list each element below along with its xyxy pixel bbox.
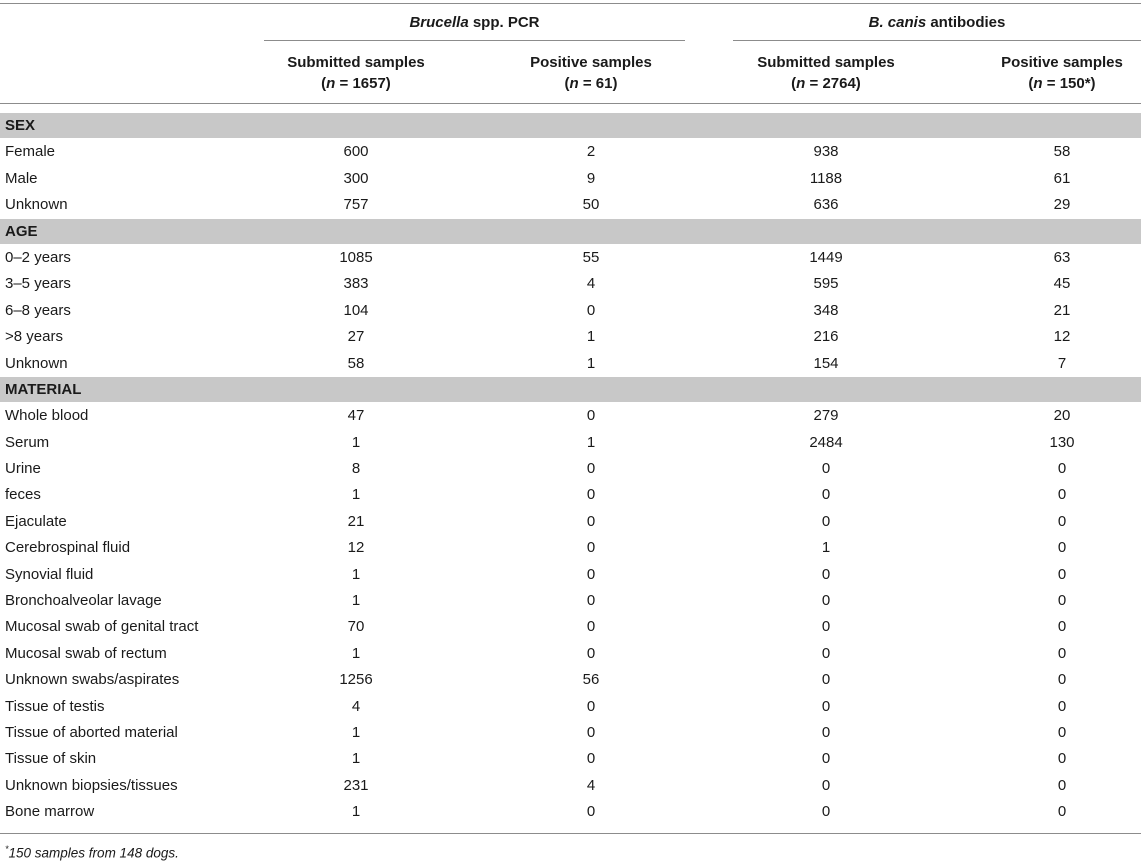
table-cell: 1 [351, 803, 361, 821]
column-header: Positive samples (n = 150*) [1001, 54, 1123, 92]
row-label: Urine [5, 460, 41, 478]
table-cell: 50 [582, 196, 600, 214]
table-row [0, 245, 1141, 271]
table-cell: 0 [586, 407, 596, 425]
table-row [0, 509, 1141, 535]
table-row [0, 641, 1141, 667]
table-row [0, 562, 1141, 588]
group-underline-pcr [264, 40, 685, 41]
table-top-rule [0, 3, 1141, 4]
row-label: Female [5, 143, 56, 161]
table-cell: 58 [347, 354, 365, 372]
table-row [0, 351, 1141, 377]
table-cell: 216 [813, 328, 839, 346]
table-row [0, 588, 1141, 614]
table-row [0, 456, 1141, 482]
column-header: Positive samples (n = 61) [530, 54, 652, 92]
table-cell: 1 [586, 433, 596, 451]
table-cell: 58 [1053, 143, 1071, 161]
table-cell: 938 [813, 143, 839, 161]
table-cell: 1 [586, 328, 596, 346]
table-cell: 0 [586, 301, 596, 319]
row-label: Bronchoalveolar lavage [5, 592, 162, 610]
table-row [0, 139, 1141, 165]
section-label: MATERIAL [5, 380, 82, 398]
row-label: Ejaculate [5, 512, 67, 530]
table-cell: 61 [1053, 169, 1071, 187]
table-cell: 1 [351, 592, 361, 610]
table-cell: 0 [821, 592, 831, 610]
table-row [0, 271, 1141, 297]
table-cell: 7 [1057, 354, 1067, 372]
row-label: Tissue of aborted material [5, 723, 178, 741]
table-cell: 0 [821, 697, 831, 715]
table-cell: 0 [821, 723, 831, 741]
row-label: Unknown biopsies/tissues [5, 776, 178, 794]
table-cell: 70 [347, 618, 365, 636]
table-cell: 12 [347, 539, 365, 557]
table-cell: 2484 [809, 433, 843, 451]
table-row [0, 667, 1141, 693]
table-cell: 0 [1057, 592, 1067, 610]
table-cell: 1 [351, 723, 361, 741]
table-cell: 21 [1053, 301, 1071, 319]
table-cell: 130 [1049, 433, 1075, 451]
table-row [0, 482, 1141, 508]
table-cell: 0 [821, 618, 831, 636]
row-label: 6–8 years [5, 301, 71, 319]
table-cell: 56 [582, 671, 600, 689]
table-cell: 1449 [809, 248, 843, 266]
header-bottom-rule [0, 103, 1141, 104]
table-cell: 0 [1057, 618, 1067, 636]
table-cell: 0 [821, 803, 831, 821]
table-cell: 0 [586, 486, 596, 504]
column-header: Submitted samples (n = 2764) [757, 54, 895, 92]
section-header-row [0, 113, 1141, 138]
table-cell: 0 [1057, 750, 1067, 768]
row-label: Unknown [5, 354, 68, 372]
row-label: Male [5, 169, 38, 187]
table-row [0, 773, 1141, 799]
table-bottom-rule [0, 833, 1141, 834]
table-cell: 4 [586, 776, 596, 794]
table-cell: 600 [343, 143, 369, 161]
table-cell: 0 [1057, 565, 1067, 583]
group-underline-antibodies [733, 40, 1141, 41]
row-label: Bone marrow [5, 803, 95, 821]
row-label: Synovial fluid [5, 565, 94, 583]
table-cell: 0 [821, 512, 831, 530]
table-cell: 45 [1053, 275, 1071, 293]
row-label: Whole blood [5, 407, 89, 425]
table-cell: 348 [813, 301, 839, 319]
table-cell: 1 [821, 539, 831, 557]
table-cell: 0 [586, 723, 596, 741]
table-cell: 1256 [339, 671, 373, 689]
table-cell: 47 [347, 407, 365, 425]
table-row [0, 694, 1141, 720]
table-cell: 29 [1053, 196, 1071, 214]
table-row [0, 403, 1141, 429]
table-row [0, 720, 1141, 746]
table-cell: 0 [821, 460, 831, 478]
table-cell: 8 [351, 460, 361, 478]
table-row [0, 192, 1141, 218]
table-cell: 0 [586, 565, 596, 583]
table-cell: 0 [586, 512, 596, 530]
table-row [0, 535, 1141, 561]
table-cell: 1 [586, 354, 596, 372]
table-cell: 0 [586, 644, 596, 662]
table-cell: 0 [586, 750, 596, 768]
table-row [0, 799, 1141, 825]
row-label: Tissue of skin [5, 750, 97, 768]
table-cell: 0 [586, 803, 596, 821]
table-cell: 1 [351, 486, 361, 504]
table-cell: 154 [813, 354, 839, 372]
table-cell: 9 [586, 169, 596, 187]
table-cell: 4 [351, 697, 361, 715]
table-cell: 1 [351, 433, 361, 451]
table-cell: 300 [343, 169, 369, 187]
table-cell: 1 [351, 565, 361, 583]
row-label: 3–5 years [5, 275, 71, 293]
section-label: SEX [5, 117, 36, 134]
table-row [0, 746, 1141, 772]
table-body [0, 113, 1141, 826]
row-label: Mucosal swab of genital tract [5, 618, 199, 636]
section-header-row [0, 219, 1141, 244]
row-label: Cerebrospinal fluid [5, 539, 131, 557]
table-cell: 1 [351, 644, 361, 662]
table-cell: 0 [1057, 671, 1067, 689]
row-label: Tissue of testis [5, 697, 105, 715]
table-cell: 0 [1057, 776, 1067, 794]
group-header-pcr: Brucella spp. PCR [409, 14, 540, 31]
table-cell: 2 [586, 143, 596, 161]
row-label: Mucosal swab of rectum [5, 644, 167, 662]
row-label: Unknown [5, 196, 68, 214]
table-cell: 0 [1057, 644, 1067, 662]
table-row [0, 324, 1141, 350]
table-cell: 0 [1057, 460, 1067, 478]
table-cell: 0 [821, 486, 831, 504]
table-cell: 1085 [339, 248, 373, 266]
row-label: Unknown swabs/aspirates [5, 671, 180, 689]
table-cell: 231 [343, 776, 369, 794]
row-label: 0–2 years [5, 248, 71, 266]
group-header-antibodies: B. canis antibodies [868, 14, 1006, 31]
column-header: Submitted samples (n = 1657) [287, 54, 425, 92]
row-label: >8 years [5, 328, 63, 346]
table-row [0, 166, 1141, 192]
section-label: AGE [5, 222, 38, 240]
table-row [0, 614, 1141, 640]
table-cell: 20 [1053, 407, 1071, 425]
table-cell: 0 [1057, 486, 1067, 504]
table-cell: 21 [347, 512, 365, 530]
table-cell: 1 [351, 750, 361, 768]
table-cell: 0 [821, 565, 831, 583]
row-label: Serum [5, 433, 50, 451]
table-cell: 0 [1057, 697, 1067, 715]
table-cell: 0 [821, 750, 831, 768]
table-cell: 0 [1057, 512, 1067, 530]
table-footnote: *150 samples from 148 dogs. [5, 844, 179, 861]
table-cell: 0 [1057, 539, 1067, 557]
table-cell: 4 [586, 275, 596, 293]
table-cell: 27 [347, 328, 365, 346]
table-cell: 0 [821, 671, 831, 689]
table-cell: 63 [1053, 248, 1071, 266]
table-cell: 0 [586, 592, 596, 610]
row-label: feces [5, 486, 41, 504]
section-header-row [0, 377, 1141, 402]
table-cell: 383 [343, 275, 369, 293]
table-cell: 12 [1053, 328, 1071, 346]
table-cell: 0 [586, 460, 596, 478]
table-cell: 595 [813, 275, 839, 293]
table-cell: 104 [343, 301, 369, 319]
table-cell: 0 [821, 776, 831, 794]
table-cell: 0 [821, 644, 831, 662]
table-cell: 55 [582, 248, 600, 266]
table-cell: 279 [813, 407, 839, 425]
table-cell: 636 [813, 196, 839, 214]
table-cell: 0 [1057, 803, 1067, 821]
table-cell: 1188 [809, 169, 843, 187]
table-row [0, 430, 1141, 456]
table-cell: 0 [586, 697, 596, 715]
table-cell: 0 [586, 539, 596, 557]
table-row [0, 298, 1141, 324]
table-cell: 757 [343, 196, 369, 214]
table-cell: 0 [586, 618, 596, 636]
table-cell: 0 [1057, 723, 1067, 741]
